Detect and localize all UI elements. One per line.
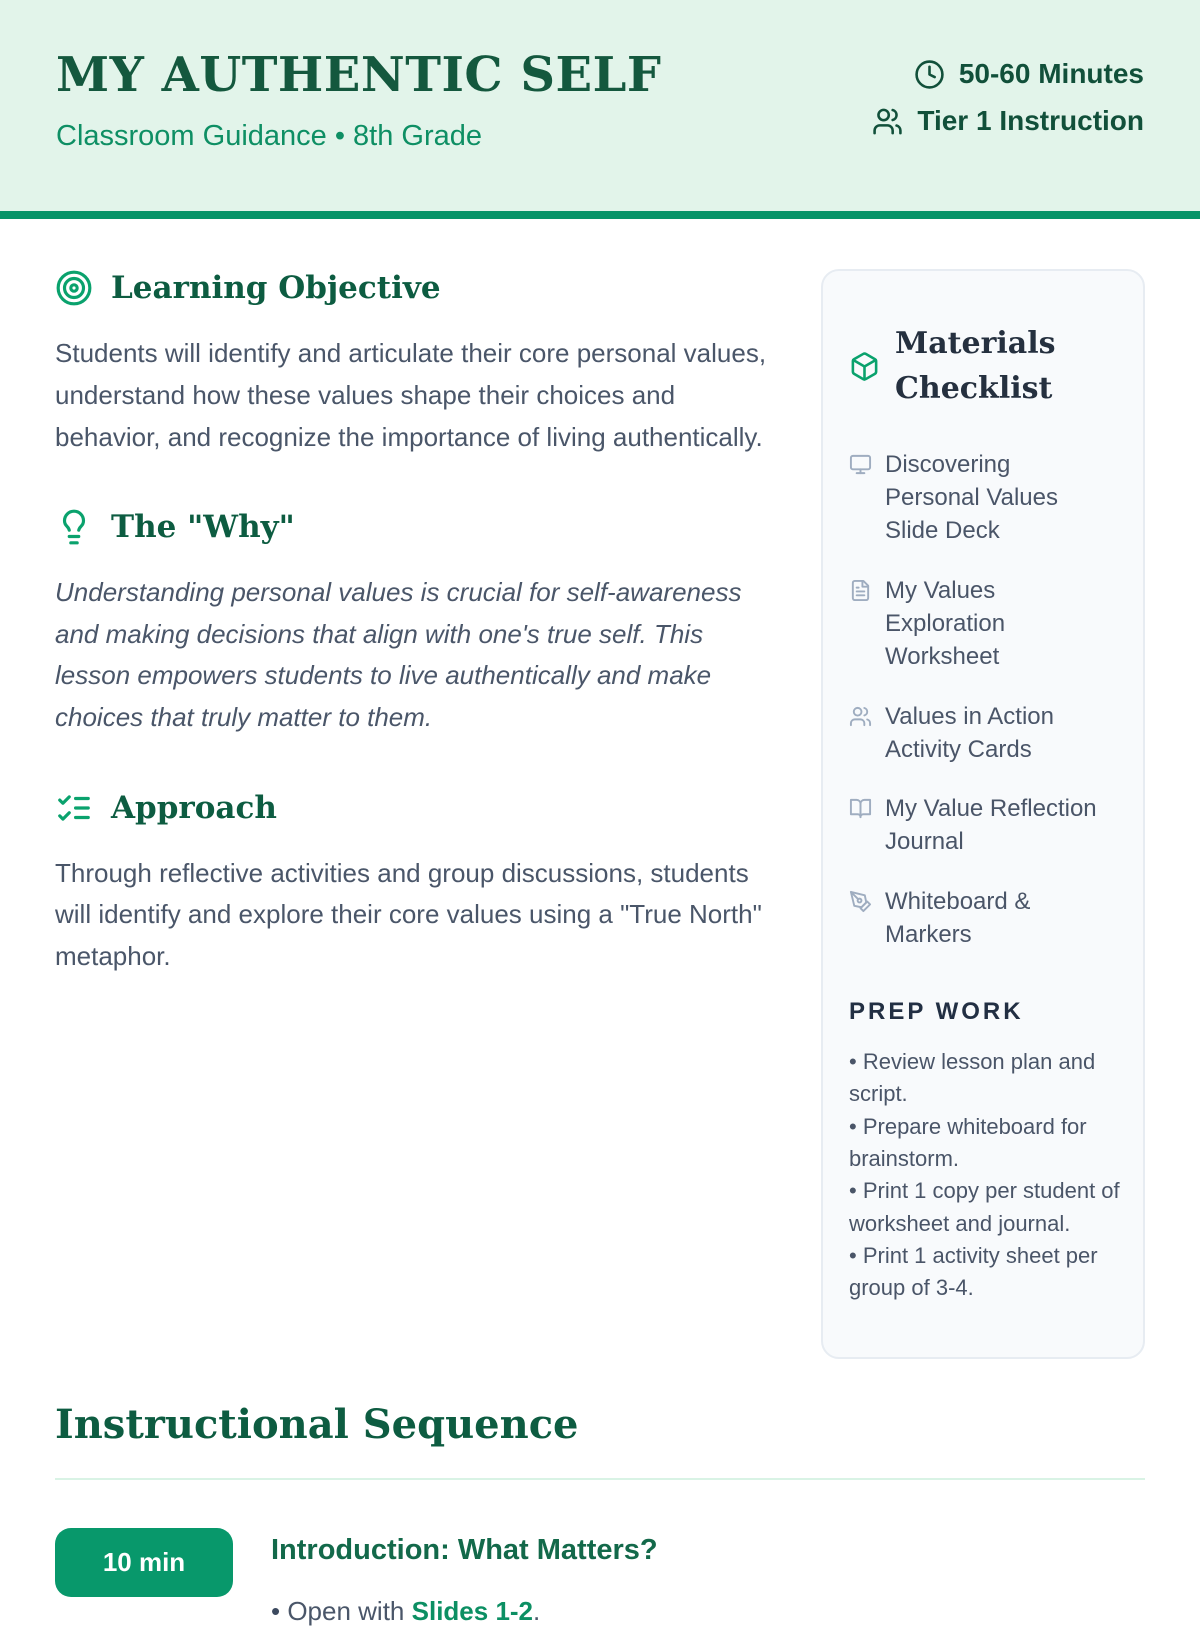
header-meta: [872, 58, 1144, 137]
presentation-icon: [849, 453, 872, 476]
approach-heading: Approach: [111, 789, 277, 826]
lesson-header: [0, 0, 1200, 219]
materials-item-label: Whiteboard & Markers: [885, 888, 1031, 949]
instructional-sequence-heading: Instructional Sequence: [55, 1400, 579, 1448]
duration-label: 50-60 Minutes: [958, 58, 1144, 89]
duration-badge: 10 min: [55, 1528, 233, 1597]
prep-work-item: • Print 1 activity sheet per group of 3-4.: [849, 1240, 1129, 1305]
materials-checklist-card: [821, 269, 1145, 1358]
step-content: [271, 1528, 658, 1630]
materials-item: [849, 793, 1129, 859]
page-subtitle: Classroom Guidance • 8th Grade: [56, 120, 483, 153]
list-checks-icon: [55, 789, 93, 827]
learning-objective-body: Students will identify and articulate their core personal values, understand how these values shape their choices and behavior, and recognize the importance of living authentically.: [55, 338, 767, 452]
prep-work-block: [849, 998, 1129, 1305]
learning-objective-heading: Learning Objective: [111, 270, 441, 307]
section-heading-row: [55, 789, 777, 827]
the-why-body: Understanding personal values is crucial for self-awareness and making decisions that align with one's true self. This lesson empowers students to live authentically and make choices that truly matter to them.: [55, 577, 742, 732]
step-title: Introduction: What Matters?: [271, 1533, 658, 1566]
bullet-highlight: Slides 1-2: [411, 1595, 534, 1626]
materials-item-label: My Value Reflection Journal: [885, 795, 1097, 856]
section-the-why: [55, 508, 777, 738]
section-approach: [55, 789, 777, 978]
book-open-icon: [849, 797, 872, 820]
duration-row: [914, 58, 1144, 90]
materials-item-label: My Values Exploration Worksheet: [885, 577, 1006, 670]
prep-work-item: • Prepare whiteboard for brainstorm.: [849, 1111, 1129, 1176]
materials-list: [849, 449, 1129, 952]
section-heading-row: [55, 269, 777, 307]
materials-item: [849, 701, 1129, 767]
pen-tool-icon: [849, 890, 872, 913]
clock-icon: [914, 59, 945, 90]
sequence-step: [55, 1528, 1145, 1630]
prep-work-item: • Review lesson plan and script.: [849, 1046, 1129, 1111]
approach-body: Through reflective activities and group discussions, students will identify and explore their core values using a "True North" metaphor.: [55, 857, 762, 971]
lightbulb-icon: [55, 508, 93, 546]
bullet-text: Open with: [287, 1595, 412, 1626]
users-icon: [872, 106, 903, 137]
target-icon: [55, 269, 93, 307]
materials-item: [849, 575, 1129, 674]
file-text-icon: [849, 579, 872, 602]
header-title-block: [56, 47, 662, 153]
left-column: [55, 269, 777, 1027]
materials-heading-row: [849, 321, 1129, 411]
tier-label: Tier 1 Instruction: [917, 105, 1144, 136]
materials-item: [849, 449, 1129, 548]
materials-heading: Materials Checklist: [895, 326, 1056, 407]
prep-work-heading: PREP WORK: [849, 997, 1024, 1025]
page-title: MY AUTHENTIC SELF: [56, 47, 662, 103]
package-icon: [849, 351, 880, 382]
main-content: [0, 219, 1200, 1358]
section-heading-row: [55, 508, 777, 546]
users-icon: [849, 705, 872, 728]
step-bullet: [271, 1593, 658, 1630]
prep-work-item: • Print 1 copy per student of worksheet and journal.: [849, 1175, 1129, 1240]
tier-row: [872, 105, 1144, 137]
instructional-sequence: [0, 1401, 1200, 1630]
materials-item-label: Discovering Personal Values Slide Deck: [885, 451, 1058, 545]
materials-item-label: Values in Action Activity Cards: [885, 702, 1054, 763]
section-divider: [55, 1478, 1145, 1480]
materials-item: [849, 886, 1129, 952]
step-bullet-list: [271, 1593, 658, 1630]
bullet-suffix: .: [533, 1595, 541, 1626]
the-why-heading: The "Why": [111, 509, 295, 546]
section-learning-objective: [55, 269, 777, 458]
